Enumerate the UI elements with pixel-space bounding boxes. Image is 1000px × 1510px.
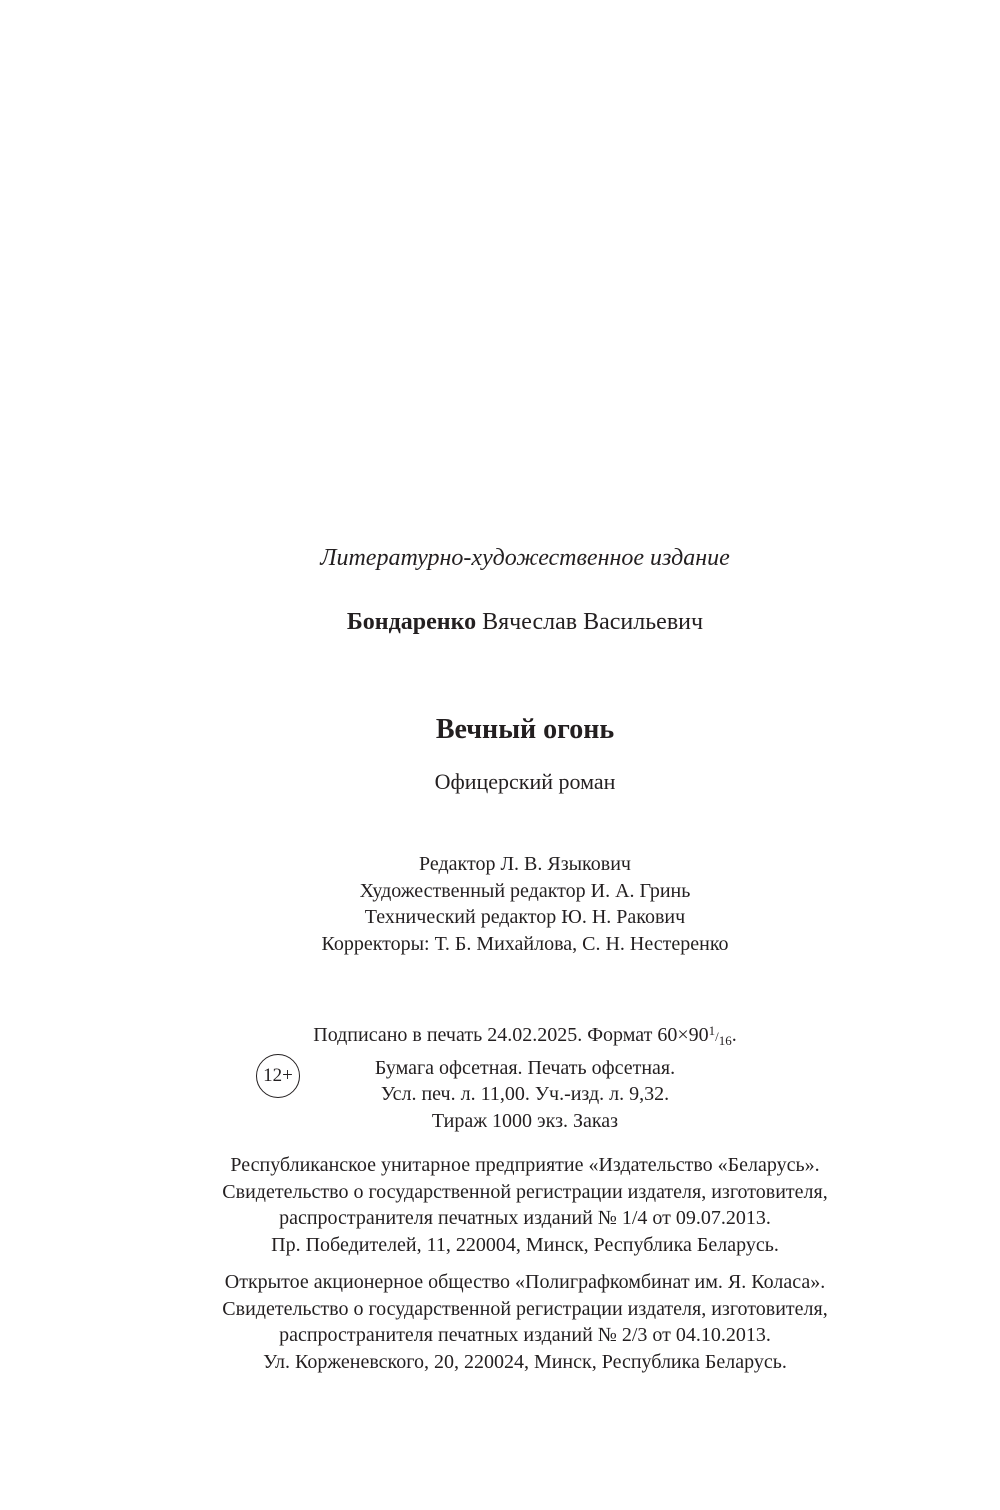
proofreaders-line: Корректоры: Т. Б. Михайлова, С. Н. Нестеренко xyxy=(321,932,729,955)
print-info xyxy=(0,1018,1000,1134)
print-info-line-2: Бумага офсетная. Печать офсетная. xyxy=(374,1056,676,1079)
format-numerator: 1 xyxy=(708,1023,716,1038)
author-surname: Бондаренко xyxy=(346,609,477,635)
publisher-line-1: Республиканское унитарное предприятие «Издательство «Беларусь». xyxy=(230,1154,820,1176)
print-info-line-1 xyxy=(0,1018,1000,1055)
staff-credits xyxy=(0,851,1000,957)
printer-line-1: Открытое акционерное общество «Полиграфкомбинат им. Я. Коласа». xyxy=(224,1271,826,1293)
publisher-line-3: распространителя печатных изданий № 1/4 от 09.07.2013. xyxy=(279,1207,771,1229)
print-info-line-4: Тираж 1000 экз. Заказ xyxy=(431,1109,619,1132)
art-editor-line: Художественный редактор И. А. Гринь xyxy=(359,879,691,902)
printer-info xyxy=(0,1269,1000,1375)
book-subtitle: Офицерский роман xyxy=(434,769,616,794)
publisher-line-2: Свидетельство о государственной регистрации издателя, изготовителя, xyxy=(222,1180,828,1203)
genre-label: Литературно-художественное издание xyxy=(320,545,730,571)
publisher-line-4: Пр. Победителей, 11, 220004, Минск, Республика Беларусь. xyxy=(271,1233,779,1256)
line1-end: . xyxy=(731,1024,737,1046)
printer-line-3: распространителя печатных изданий № 2/3 от 04.10.2013. xyxy=(279,1324,771,1346)
publisher-info xyxy=(0,1152,1000,1258)
author-given-names: Вячеслав Васильевич xyxy=(482,609,704,635)
format-fraction xyxy=(708,1023,732,1048)
printer-line-2: Свидетельство о государственной регистрации издателя, изготовителя, xyxy=(222,1297,828,1320)
print-info-line-3: Усл. печ. л. 11,00. Уч.-изд. л. 9,32. xyxy=(380,1083,670,1105)
printer-line-4: Ул. Корженевского, 20, 220024, Минск, Республика Беларусь. xyxy=(263,1350,787,1373)
author-name xyxy=(0,605,1000,639)
format-denominator: 16 xyxy=(718,1033,732,1048)
tech-editor-line: Технический редактор Ю. Н. Ракович xyxy=(364,906,686,928)
book-title: Вечный огонь xyxy=(435,714,615,745)
age-rating-badge: 12+ xyxy=(256,1054,300,1098)
signed-to-print: Подписано в печать 24.02.2025. Формат 60×90 xyxy=(313,1024,709,1046)
editor-line: Редактор Л. В. Языкович xyxy=(419,853,631,875)
format-slash: / xyxy=(715,1029,719,1044)
